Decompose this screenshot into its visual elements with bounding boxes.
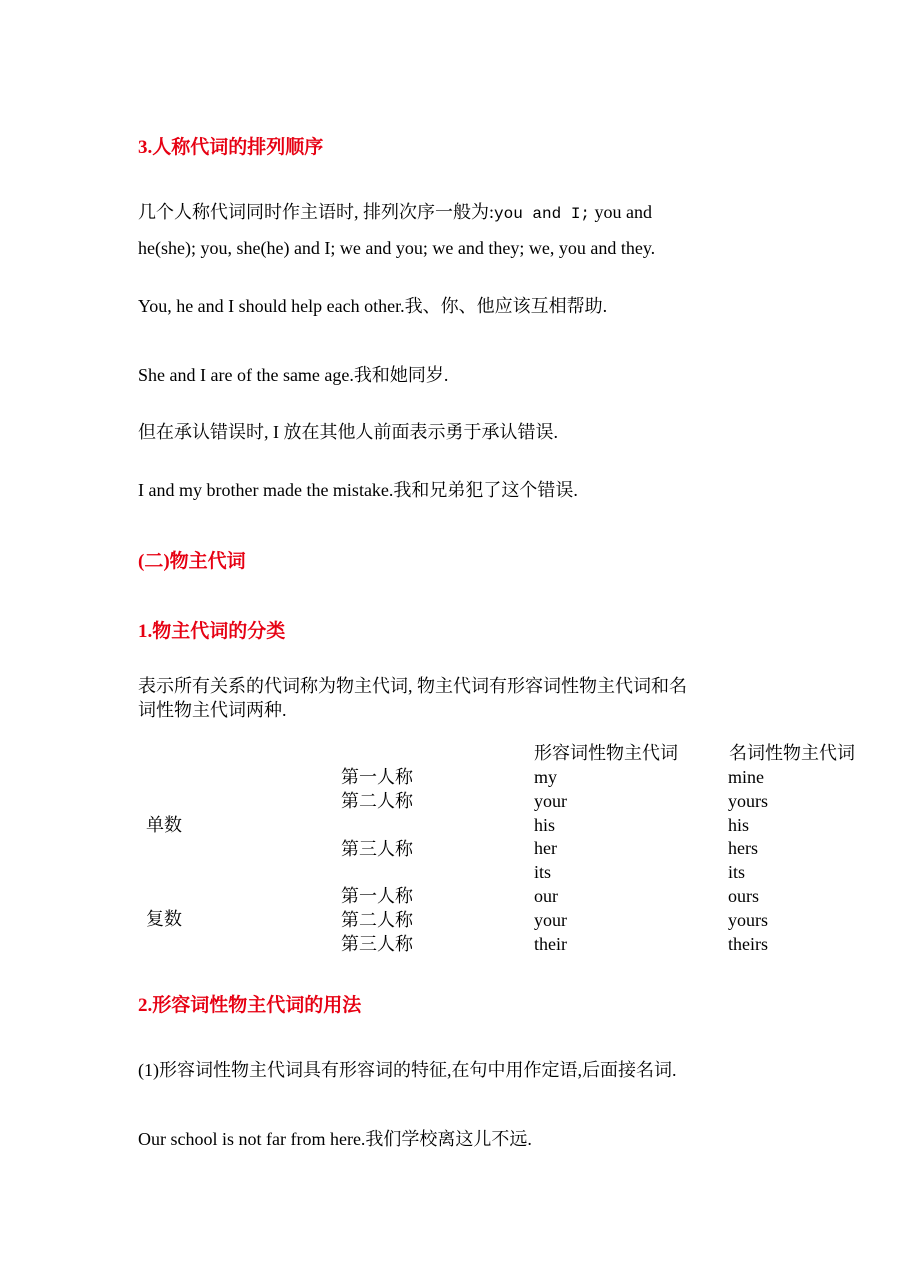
adjective-pronoun-cell: its [534,862,552,882]
noun-pronoun-cell: mine [728,767,764,787]
section-heading-pronoun-order: 3.人称代词的排列顺序 [138,137,324,158]
order-rule-line-1 [138,200,652,226]
col-header-adjective: 形容词性物主代词 [534,743,678,763]
order-rule-line-2: he(she); you, she(he) and I; we and you; we and they; we, you and they. [138,238,656,258]
col-header-noun: 名词性物主代词 [729,743,855,763]
adjective-pronoun-cell: your [534,910,567,930]
noun-pronoun-cell: hers [728,838,758,858]
group-label-singular: 单数 [146,815,182,835]
adjective-pronoun-cell: their [534,934,567,954]
person-label: 第二人称 [341,791,413,811]
adjective-pronoun-cell: my [534,767,558,787]
noun-pronoun-cell: his [728,815,750,835]
example-sentence-4: Our school is not far from here.我们学校离这儿不远. [138,1129,532,1149]
order-rule-chinese: 几个人称代词同时作主语时, 排列次序一般为: [138,202,494,222]
person-label: 第二人称 [341,910,413,930]
adjective-pronoun-cell: her [534,838,557,858]
part-heading-possessive-pronouns: (二)物主代词 [138,551,246,572]
noun-pronoun-cell: yours [728,791,768,811]
classification-line-2: 词性物主代词两种. [138,700,287,720]
adjective-usage-rule: (1)形容词性物主代词具有形容词的特征,在句中用作定语,后面接名词. [138,1060,677,1080]
adjective-pronoun-cell: our [534,886,558,906]
noun-pronoun-cell: yours [728,910,768,930]
order-rule-mono: you and I; [494,205,591,223]
example-sentence-1: You, he and I should help each other.我、你、他应该互相帮助. [138,296,608,316]
example-sentence-2: She and I are of the same age.我和她同岁. [138,365,449,385]
person-label: 第三人称 [341,934,413,954]
mistake-note: 但在承认错误时, I 放在其他人前面表示勇于承认错误. [138,422,558,442]
section-heading-classification: 1.物主代词的分类 [138,621,286,642]
noun-pronoun-cell: ours [728,886,759,906]
person-label: 第一人称 [341,886,413,906]
noun-pronoun-cell: theirs [728,934,768,954]
example-sentence-3: I and my brother made the mistake.我和兄弟犯了这个错误. [138,480,578,500]
classification-line-1: 表示所有关系的代词称为物主代词, 物主代词有形容词性物主代词和名 [138,676,687,696]
section-heading-adjective-usage: 2.形容词性物主代词的用法 [138,995,362,1016]
adjective-pronoun-cell: your [534,791,567,811]
order-rule-tail: you and [590,202,653,222]
person-label: 第一人称 [341,767,413,787]
person-label: 第三人称 [341,839,413,859]
adjective-pronoun-cell: his [534,815,556,835]
noun-pronoun-cell: its [728,862,746,882]
group-label-plural: 复数 [146,909,182,929]
